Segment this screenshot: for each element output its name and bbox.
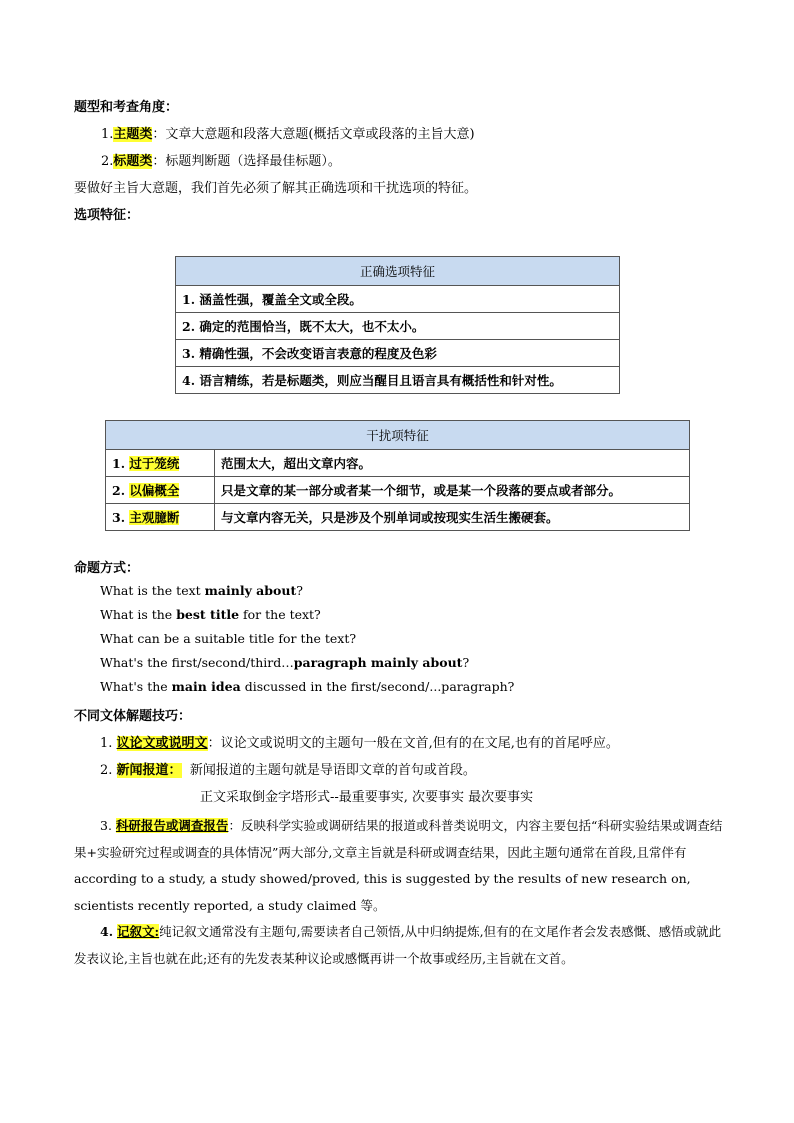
table-cell-label: 2. 以偏概全 [106, 477, 215, 504]
item-label: 主题类 [113, 127, 153, 142]
question-type-item-1 [101, 123, 475, 142]
item-text: ：文章大意题和段落大意题(概括文章或段落的主旨大意) [152, 127, 475, 142]
question-form-1: What is the text mainly about? [100, 583, 303, 598]
question-form-5: What's the main idea discussed in the first/second/...paragraph? [100, 679, 515, 694]
technique-2-detail: 正文采取倒金字塔形式--最重要事实, 次要事实 最次要事实 [200, 790, 534, 805]
distractor-table [105, 420, 690, 531]
table-header: 正确选项特征 [176, 257, 620, 286]
table-header: 干扰项特征 [106, 421, 690, 450]
technique-1: 1. 议论文或说明文：议论文或说明文的主题句一般在文首,但有的在文尾,也有的首尾呼应。 [100, 736, 619, 751]
item-number: 1. [101, 127, 114, 142]
technique-4: 4. 记叙文:纯记叙文通常没有主题句,需要读者自己领悟,从中归纳提炼,但有的在文尾作者会发表感慨、感悟或就此发表议论,主旨也就在此;还有的先发表某种议论或感慨再讲一个故事或经历,主旨就在文首。 [74, 924, 722, 966]
table-cell-text: 范围太大，超出文章内容。 [215, 450, 690, 477]
item-number: 2. [101, 154, 114, 169]
table-row: 4. 语言精练，若是标题类，则应当醒目且语言具有概括性和针对性。 [176, 367, 620, 394]
correct-options-table [175, 256, 620, 394]
question-type-item-2 [101, 150, 341, 169]
question-form-2: What is the best title for the text? [100, 607, 321, 622]
features-heading: 选项特征： [74, 208, 140, 223]
item-label: 标题类 [113, 154, 153, 169]
table-row: 2. 确定的范围恰当，既不太大，也不太小。 [176, 313, 620, 340]
techniques-heading: 不同文体解题技巧： [74, 709, 192, 724]
table-row: 1. 涵盖性强，覆盖全文或全段。 [176, 286, 620, 313]
question-form-3: What can be a suitable title for the text? [100, 631, 357, 646]
item-text: ：标题判断题（选择最佳标题）。 [152, 154, 341, 169]
technique-3: 3. 科研报告或调查报告：反映科学实验或调研结果的报道或科普类说明文，内容主要包括“科研实验结果或调查结果+实验研究过程或调查的具体情况”两大部分,文章主旨就是科研或调查结果，因此主题句通常在首段,且常伴有 according to a study, a study showed/proved, this is suggested by the results of new research on, scientists recently reported, a study claimed 等。 [74, 818, 723, 913]
question-forms-heading: 命题方式： [74, 561, 140, 576]
table-row: 3. 精确性强，不会改变语言表意的程度及色彩 [176, 340, 620, 367]
section-heading-question-types: 题型和考查角度： [74, 100, 179, 115]
table-cell-label: 1. 过于笼统 [106, 450, 215, 477]
table-cell-text: 与文章内容无关，只是涉及个别单词或按现实生活生搬硬套。 [215, 504, 690, 531]
question-form-4: What's the first/second/third…paragraph mainly about? [100, 655, 470, 670]
table-cell-label: 3. 主观臆断 [106, 504, 215, 531]
intro-text: 要做好主旨大意题，我们首先必须了解其正确选项和干扰选项的特征。 [74, 181, 478, 196]
table-cell-text: 只是文章的某一部分或者某一个细节，或是某一个段落的要点或者部分。 [215, 477, 690, 504]
technique-2: 2. 新闻报道： 新闻报道的主题句就是导语即文章的首句或首段。 [100, 763, 476, 778]
